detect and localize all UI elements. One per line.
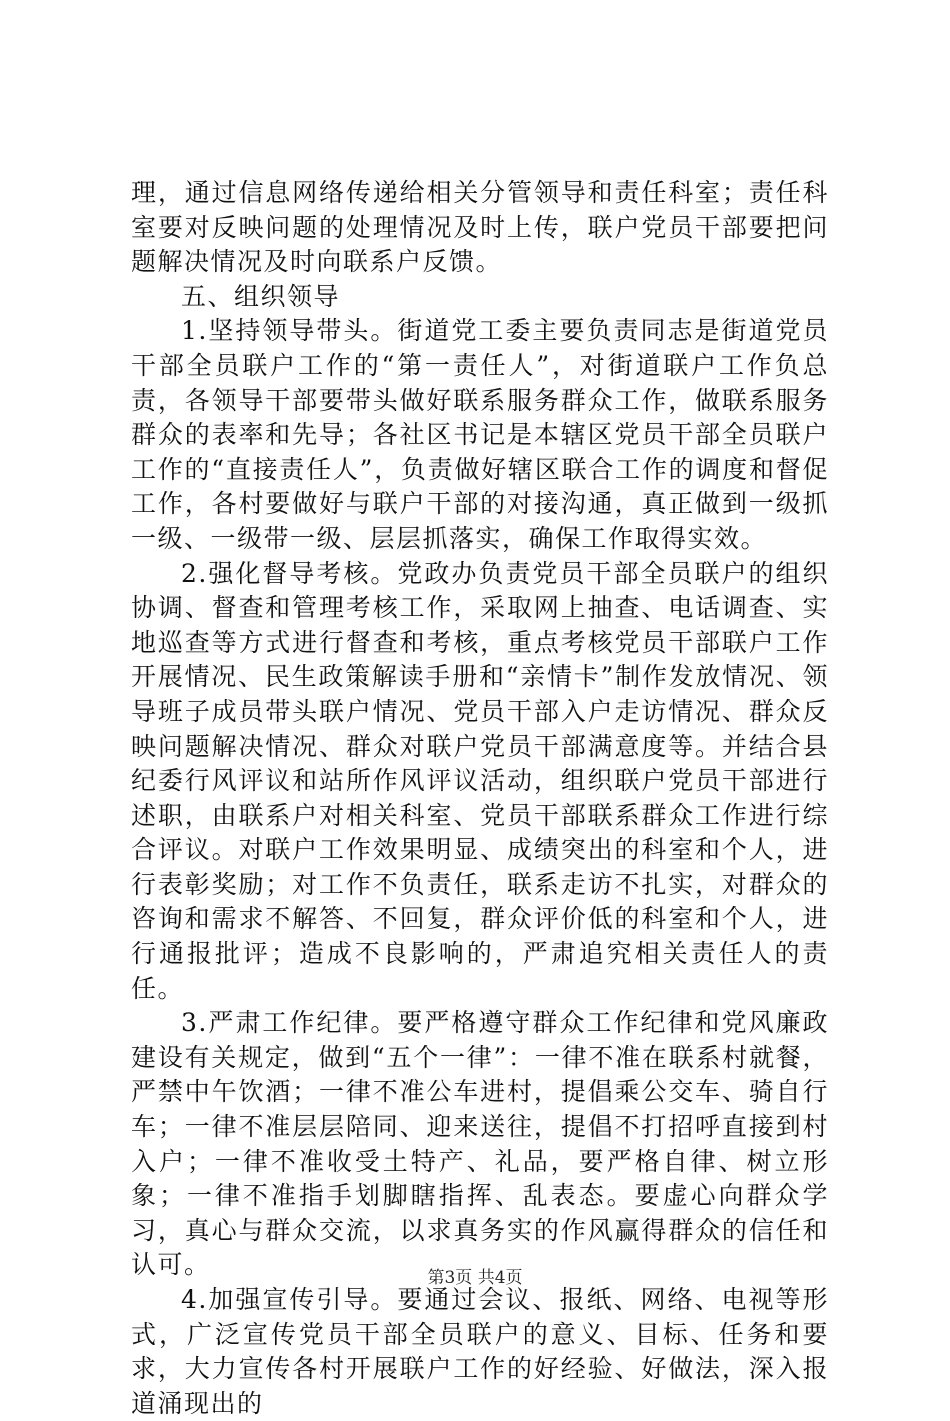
paragraph-supervision: 2.强化督导考核。党政办负责党员干部全员联户的组织协调、督查和管理考核工作，采取网上抽查、电话调查、实地巡查等方式进行督查和考核，重点考核党员干部联户工作开展情况、民生政策解读手册和“亲情卡”制作发放情况、领导班子成员带头联户情况、党员干部入户走访情况、群众反映问题解决情况、群众对联户党员干部满意度等。并结合县纪委行风评议和站所作风评议活动，组织联户党员干部进行述职，由联系户对相关科室、党员干部联系群众工作进行综合评议。对联户工作效果明显、成绩突出的科室和个人，进行表彰奖励；对工作不负责任，联系走访不扎实，对群众的咨询和需求不解答、不回复，群众评价低的科室和个人，进行通报批评；造成不良影响的，严肃追究相关责任人的责任。 [131, 558, 829, 1003]
paragraph-publicity: 4.加强宣传引导。要通过会议、报纸、网络、电视等形式，广泛宣传党员干部全员联户的意义、目标、任务和要求，大力宣传各村开展联户工作的好经验、好做法，深入报道涌现出的 [131, 1285, 829, 1418]
page-footer: 第3页 共4页 [427, 1268, 523, 1288]
paragraph-discipline: 3.严肃工作纪律。要严格遵守群众工作纪律和党风廉政建设有关规定，做到“五个一律”：一律不准在联系村就餐，严禁中午饮酒；一律不准公车进村，提倡乘公交车、骑自行车；一律不准层层陪同、迎来送往，提倡不打招呼直接到村入户；一律不准收受土特产、礼品，要严格自律、树立形象；一律不准指手划脚瞎指挥、乱表态。要虚心向群众学习，真心与群众交流，以求真务实的作风赢得群众的信任和认可。 [131, 1008, 829, 1280]
paragraph-continuation: 理，通过信息网络传递给相关分管领导和责任科室；责任科室要对反映问题的处理情况及时上传，联户党员干部要把问题解决情况及时向联系户反馈。 [131, 178, 829, 277]
document-body [131, 176, 829, 1421]
paragraph-leadership: 1.坚持领导带头。街道党工委主要负责同志是街道党员干部全员联户工作的“第一责任人”，对街道联户工作负总责，各领导干部要带头做好联系服务群众工作，做联系服务群众的表率和先导；各社区书记是本辖区党员干部全员联户工作的“直接责任人”，负责做好辖区联合工作的调度和督促工作，各村要做好与联户干部的对接沟通，真正做到一级抓一级、一级带一级、层层抓落实，确保工作取得实效。 [131, 316, 829, 553]
section-heading-organization: 五、组织领导 [181, 281, 341, 311]
